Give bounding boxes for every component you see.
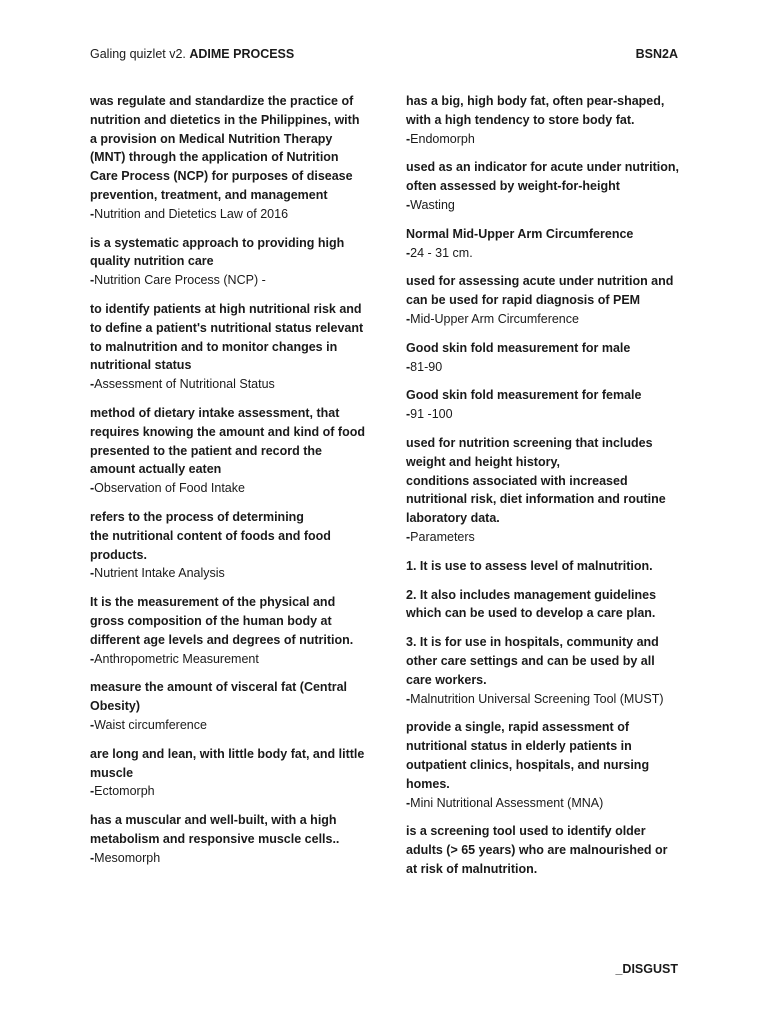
answer-text: Nutrient Intake Analysis bbox=[94, 566, 225, 581]
flashcard-question: measure the amount of visceral fat (Central Obesity) bbox=[90, 680, 348, 714]
right-column bbox=[406, 92, 681, 889]
flashcard-question: Good skin fold measurement for female bbox=[406, 388, 642, 403]
flashcard-entry bbox=[406, 718, 681, 812]
flashcard-answer bbox=[90, 716, 365, 735]
flashcard-answer bbox=[406, 358, 681, 377]
flashcard-question: Normal Mid-Upper Arm Circumference bbox=[406, 226, 634, 241]
flashcard-question: used for nutrition screening that includes weight and height history, conditions associated with increased nutritional risk, diet information and routine laboratory data. bbox=[406, 435, 666, 526]
answer-text: Mid-Upper Arm Circumference bbox=[410, 311, 579, 326]
answer-dash: - bbox=[406, 245, 411, 260]
flashcard-entry bbox=[406, 586, 681, 624]
answer-dash: - bbox=[406, 529, 411, 544]
flashcard-question: was regulate and standardize the practice of nutrition and dietetics in the Philippines, with a provision on Medical Nutrition Therapy (MNT) through the application of Nutrition Care Process (NCP) for purposes of disease prevention, treatment, and management bbox=[90, 94, 360, 202]
left-column bbox=[90, 92, 365, 877]
flashcard-entry bbox=[90, 811, 365, 867]
title-bold: ADIME PROCESS bbox=[189, 47, 295, 61]
answer-text: Waist circumference bbox=[94, 717, 207, 732]
flashcard-question: method of dietary intake assessment, that requires knowing the amount and kind of food presented to the patient and record the amount actually eaten bbox=[90, 405, 365, 477]
answer-dash: - bbox=[406, 197, 411, 212]
flashcard-question: 2. It also includes management guidelines which can be used to develop a care plan. bbox=[406, 587, 657, 621]
answer-text: Endomorph bbox=[410, 131, 475, 146]
answer-dash: - bbox=[90, 566, 95, 581]
flashcard-question: Good skin fold measurement for male bbox=[406, 340, 631, 355]
flashcard-question: 1. It is use to assess level of malnutrition. bbox=[406, 558, 653, 573]
flashcard-answer bbox=[90, 564, 365, 583]
flashcard-question: to identify patients at high nutritional risk and to define a patient's nutritional status relevant to malnutrition and to monitor changes in nutritional status bbox=[90, 301, 364, 373]
answer-text: Assessment of Nutritional Status bbox=[94, 377, 275, 392]
answer-dash: - bbox=[90, 784, 95, 799]
flashcard-answer bbox=[406, 244, 681, 263]
answer-dash: - bbox=[90, 206, 95, 221]
answer-text: Anthropometric Measurement bbox=[94, 651, 259, 666]
answer-text: Malnutrition Universal Screening Tool (MUST) bbox=[410, 691, 664, 706]
flashcard-question: used for assessing acute under nutrition and can be used for rapid diagnosis of PEM bbox=[406, 274, 674, 308]
flashcard-question: used as an indicator for acute under nutrition, often assessed by weight-for-height bbox=[406, 160, 679, 194]
footer-label: _DISGUST bbox=[615, 962, 678, 976]
answer-dash: - bbox=[406, 795, 411, 810]
flashcard-answer bbox=[406, 690, 681, 709]
flashcard-answer bbox=[406, 310, 681, 329]
flashcard-entry bbox=[90, 508, 365, 583]
document-title bbox=[90, 46, 294, 62]
flashcard-question: has a big, high body fat, often pear-shaped, with a high tendency to store body fat. bbox=[406, 94, 665, 127]
flashcard-entry bbox=[406, 225, 681, 263]
flashcard-entry bbox=[406, 633, 681, 708]
flashcard-answer bbox=[90, 849, 365, 868]
flashcard-answer bbox=[406, 405, 681, 424]
flashcard-question: refers to the process of determining the nutritional content of foods and food products. bbox=[90, 509, 331, 562]
flashcard-entry bbox=[90, 92, 365, 224]
flashcard-entry bbox=[90, 234, 365, 290]
answer-text: Parameters bbox=[410, 529, 475, 544]
flashcard-answer bbox=[90, 271, 365, 290]
flashcard-answer bbox=[406, 794, 681, 813]
flashcard-answer bbox=[90, 479, 365, 498]
flashcard-question: has a muscular and well-built, with a high metabolism and responsive muscle cells.. bbox=[90, 813, 340, 846]
flashcard-entry bbox=[90, 745, 365, 801]
flashcard-entry bbox=[406, 822, 681, 878]
page-header bbox=[90, 46, 678, 62]
section-label: BSN2A bbox=[635, 47, 678, 61]
flashcard-entry bbox=[90, 300, 365, 394]
answer-text: Mini Nutritional Assessment (MNA) bbox=[410, 795, 604, 810]
answer-dash: - bbox=[406, 131, 411, 146]
flashcard-entry bbox=[406, 386, 681, 424]
flashcard-answer bbox=[90, 650, 365, 669]
answer-text: Mesomorph bbox=[94, 850, 161, 865]
answer-text: Nutrition Care Process (NCP) - bbox=[94, 273, 266, 288]
answer-text: 91 -100 bbox=[410, 407, 453, 422]
answer-dash: - bbox=[90, 273, 95, 288]
answer-dash: - bbox=[406, 359, 411, 374]
answer-dash: - bbox=[90, 377, 95, 392]
flashcard-entry bbox=[90, 404, 365, 498]
flashcard-question: 3. It is for use in hospitals, community and other care settings and can be used by all care workers. bbox=[406, 635, 659, 687]
flashcard-answer bbox=[90, 375, 365, 394]
answer-text: 81-90 bbox=[410, 359, 443, 374]
answer-dash: - bbox=[90, 717, 95, 732]
answer-text: Ectomorph bbox=[94, 784, 155, 799]
flashcard-entry bbox=[406, 434, 681, 547]
flashcard-entry bbox=[90, 593, 365, 668]
flashcard-entry bbox=[406, 272, 681, 328]
answer-dash: - bbox=[406, 311, 411, 326]
flashcard-question: provide a single, rapid assessment of nutritional status in elderly patients in outpatient clinics, hospitals, and nursing homes. bbox=[406, 720, 650, 791]
answer-text: Nutrition and Dietetics Law of 2016 bbox=[94, 206, 289, 221]
answer-text: Wasting bbox=[410, 197, 455, 212]
flashcard-entry bbox=[406, 339, 681, 377]
answer-dash: - bbox=[90, 850, 95, 865]
flashcard-answer bbox=[90, 782, 365, 801]
answer-dash: - bbox=[90, 481, 95, 496]
flashcard-answer bbox=[406, 196, 681, 215]
flashcard-question: It is the measurement of the physical and gross composition of the human body at different age levels and degrees of nutrition. bbox=[90, 595, 354, 647]
flashcard-entry bbox=[406, 92, 681, 148]
flashcard-question: is a systematic approach to providing high quality nutrition care bbox=[90, 235, 345, 269]
flashcard-answer bbox=[406, 528, 681, 547]
title-plain: Galing quizlet v2. bbox=[90, 47, 190, 61]
answer-dash: - bbox=[90, 651, 95, 666]
flashcard-entry bbox=[90, 678, 365, 734]
flashcard-question: is a screening tool used to identify older adults (> 65 years) who are malnourished or at risk of malnutrition. bbox=[406, 824, 668, 876]
answer-text: 24 - 31 cm. bbox=[410, 245, 473, 260]
answer-text: Observation of Food Intake bbox=[94, 481, 245, 496]
flashcard-entry bbox=[406, 557, 681, 576]
flashcard-entry bbox=[406, 158, 681, 214]
answer-dash: - bbox=[406, 407, 411, 422]
flashcard-answer bbox=[406, 130, 681, 149]
answer-dash: - bbox=[406, 691, 411, 706]
flashcard-question: are long and lean, with little body fat, and little muscle bbox=[90, 746, 365, 780]
flashcard-answer bbox=[90, 205, 365, 224]
